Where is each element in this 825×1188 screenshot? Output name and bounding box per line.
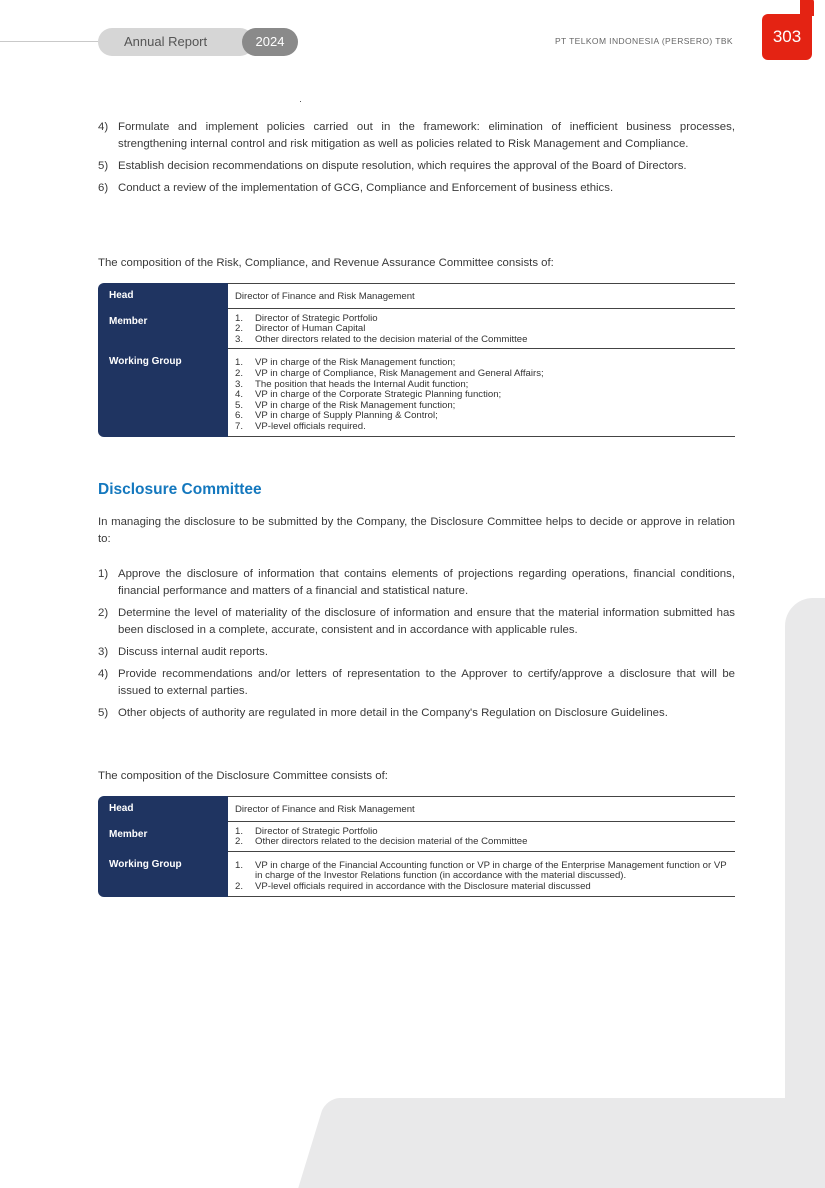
decorative-bottom-shape bbox=[298, 1098, 825, 1188]
member-values bbox=[228, 822, 735, 852]
table-row-member bbox=[98, 822, 735, 852]
list-item: 2) Determine the level of materiality of the disclosure of information and ensure that the material information submitted has been disclosed in a complete, accurate, consistent and in accordance with applicable rules. bbox=[98, 607, 735, 636]
risk-committee-composition-table bbox=[98, 283, 735, 437]
working-group-values bbox=[228, 852, 735, 897]
annual-report-label: Annual Report bbox=[98, 28, 254, 56]
member-values bbox=[228, 309, 735, 350]
list-item: 1. Director of Strategic Portfolio bbox=[235, 312, 378, 324]
section-title: Disclosure Committee bbox=[98, 481, 262, 498]
risk-composition-intro: The composition of the Risk, Compliance, and Revenue Assurance Committee consists of: bbox=[98, 257, 554, 269]
risk-committee-duties-list bbox=[98, 119, 735, 202]
head-label: Head bbox=[98, 283, 228, 309]
table-row-working-group bbox=[98, 852, 735, 897]
list-item: 3. The position that heads the Internal Audit function; bbox=[235, 378, 469, 390]
list-item: 3) Discuss internal audit reports. bbox=[98, 646, 269, 658]
disclosure-committee-composition-table bbox=[98, 796, 735, 897]
list-item: 1. Director of Strategic Portfolio bbox=[235, 825, 378, 837]
member-label: Member bbox=[98, 822, 228, 852]
table-row-head bbox=[98, 283, 735, 309]
list-item: 4) Formulate and implement policies carried out in the framework: elimination of inefficient business processes, strengthening internal control and risk mitigation as well as policies related to Risk Management and Compliance. bbox=[98, 121, 735, 150]
head-value: Director of Finance and Risk Management bbox=[228, 283, 735, 309]
decorative-side-shape bbox=[785, 598, 825, 1128]
working-group-values bbox=[228, 349, 735, 436]
table-row-head bbox=[98, 796, 735, 822]
disclosure-intro: In managing the disclosure to be submitted by the Company, the Disclosure Committee helps to decide or approve in relation to: bbox=[98, 516, 735, 545]
head-label: Head bbox=[98, 796, 228, 822]
header-rule bbox=[0, 41, 100, 42]
list-item: 4. VP in charge of the Corporate Strategic Planning function; bbox=[235, 389, 502, 401]
working-group-label: Working Group bbox=[98, 852, 228, 897]
report-year-badge: 2024 bbox=[242, 28, 298, 56]
list-item: 2. Other directors related to the decision material of the Committee bbox=[235, 836, 528, 848]
disclosure-composition-intro: The composition of the Disclosure Committee consists of: bbox=[98, 770, 388, 782]
table-row-working-group bbox=[98, 349, 735, 436]
list-item: 5) Establish decision recommendations on dispute resolution, which requires the approval of the Board of Directors. bbox=[98, 160, 687, 172]
list-item: 2. VP-level officials required in accordance with the Disclosure material discussed bbox=[235, 880, 591, 892]
list-item: 1. VP in charge of the Risk Management function; bbox=[235, 357, 456, 369]
list-item: 6. VP in charge of Supply Planning & Control; bbox=[235, 410, 438, 422]
table-row-member bbox=[98, 309, 735, 350]
working-group-label: Working Group bbox=[98, 349, 228, 436]
stray-dot bbox=[300, 101, 301, 102]
company-name: PT TELKOM INDONESIA (PERSERO) TBK bbox=[554, 36, 733, 46]
list-item: 7. VP-level officials required. bbox=[235, 420, 366, 432]
member-label: Member bbox=[98, 309, 228, 350]
list-item: 1. VP in charge of the Financial Accounting function or VP in charge of the Enterprise Management function or VP in charge of the Investor Relations function (in accordance with the material discussed). bbox=[235, 859, 727, 882]
page-number-badge: 303 bbox=[762, 14, 812, 60]
list-item: 2. Director of Human Capital bbox=[235, 323, 366, 335]
list-item: 2. VP in charge of Compliance, Risk Management and General Affairs; bbox=[235, 367, 544, 379]
list-item: 4) Provide recommendations and/or letters of representation to the Approver to certify/approve a disclosure that will be issued to external parties. bbox=[98, 668, 735, 697]
list-item: 5) Other objects of authority are regulated in more detail in the Company's Regulation on Disclosure Guidelines. bbox=[98, 707, 668, 719]
list-item: 3. Other directors related to the decision material of the Committee bbox=[235, 333, 528, 345]
disclosure-duties-list bbox=[98, 566, 735, 727]
list-item: 6) Conduct a review of the implementation of GCG, Compliance and Enforcement of business ethics. bbox=[98, 182, 614, 194]
list-item: 1) Approve the disclosure of information that contains elements of projections regarding operations, financial conditions, financial performance and matters of a financial and statistical nature. bbox=[98, 568, 735, 597]
list-item: 5. VP in charge of the Risk Management function; bbox=[235, 399, 456, 411]
head-value: Director of Finance and Risk Management bbox=[228, 796, 735, 822]
